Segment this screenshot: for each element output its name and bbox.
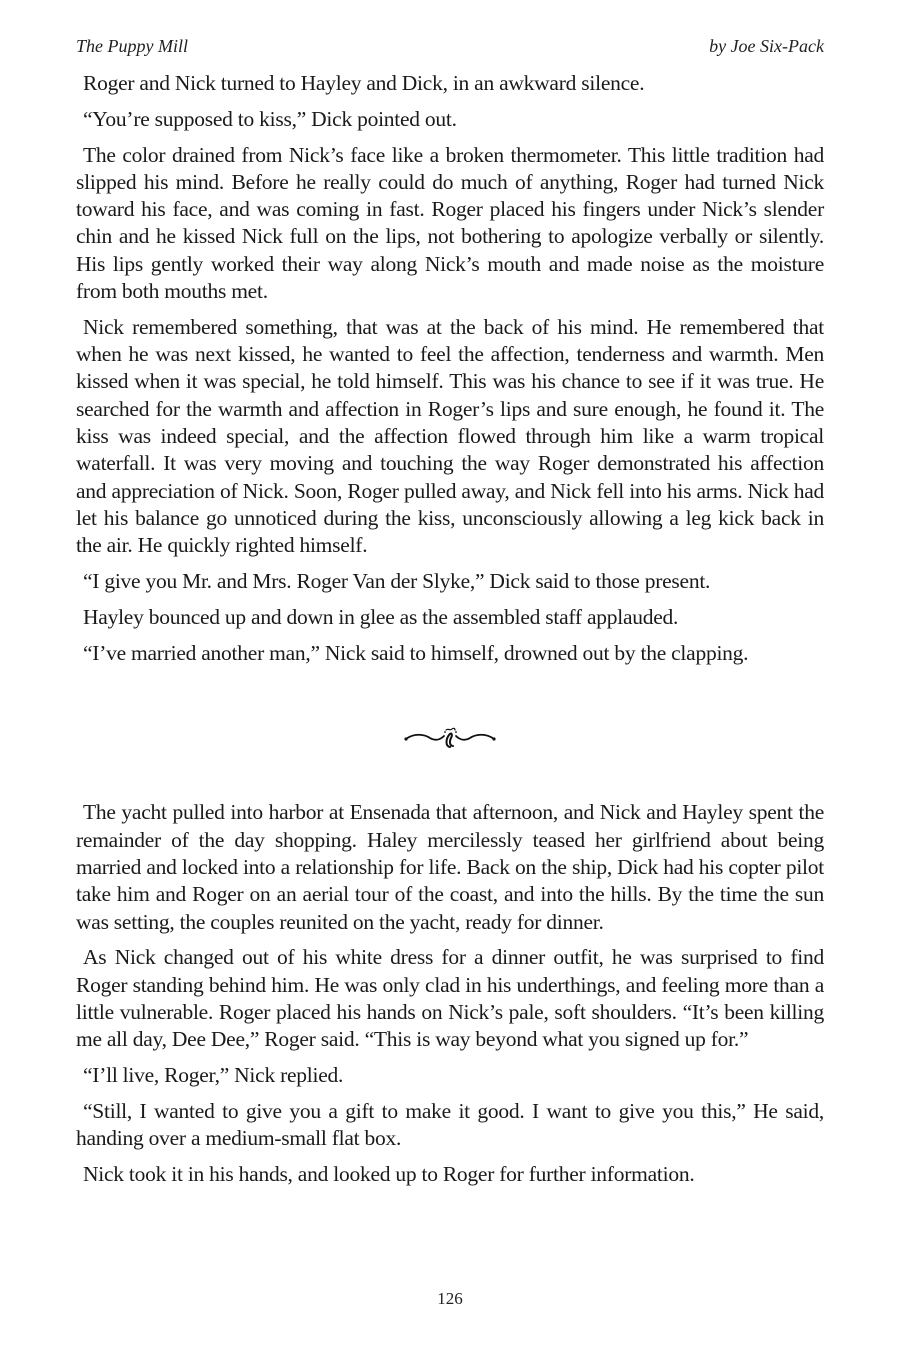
paragraph: “I give you Mr. and Mrs. Roger Van der Slyke,” Dick said to those present. xyxy=(83,569,711,594)
paragraph: “I’ve married another man,” Nick said to himself, drowned out by the clapping. xyxy=(83,640,749,665)
paragraph: Roger and Nick turned to Hayley and Dick, in an awkward silence. xyxy=(83,71,645,95)
paragraph: Nick took it in his hands, and looked up to Roger for further information. xyxy=(83,1162,695,1186)
section-break-flourish-icon xyxy=(402,722,498,752)
paragraph: The yacht pulled into harbor at Ensenada that afternoon, and Nick and Hayley spent the remainder of the day shopping. Haley mercilessly teased her girlfriend about being married and locked into a relationship for life. Back on the ship, Dick had his copter pilot take him and Roger on an aerial tour of the coast, and into the hills. By the time the sun was setting, the couples reunited on the yacht, ready for dinner. xyxy=(76,800,824,934)
section-break xyxy=(76,675,824,799)
paragraph: The color drained from Nick’s face like a broken thermometer. This little tradition had slipped his mind. Before he really could do much of anything, Roger had turned Nick toward his face, and was coming in fast. Roger placed his fingers under Nick’s slender chin and he kissed Nick full on the lips, not bothering to apologize verbally or silently. His lips gently worked their way along Nick’s mouth and made noise as the moisture from both mouths met. xyxy=(76,142,824,304)
running-header xyxy=(76,36,824,57)
body-text xyxy=(76,70,824,1197)
paragraph: “I’ll live, Roger,” Nick replied. xyxy=(83,1063,344,1088)
page-number: 126 xyxy=(437,1289,463,1308)
paragraph: As Nick changed out of his white dress for a dinner outfit, he was surprised to find Roger standing behind him. He was only clad in his underthings, and feeling more than a little vulnerable. Roger placed his hands on Nick’s pale, soft shoulders. “It’s been killing me all day, Dee Dee,” Roger said. “This is way beyond what you signed up for.” xyxy=(76,945,824,1052)
paragraph: Nick remembered something, that was at the back of his mind. He remembered that when he was next kissed, he wanted to feel the affection, tenderness and warmth. Men kissed when it was special, he told himself. This was his chance to see if it was true. He searched for the warmth and affection in Roger’s lips and sure enough, he found it. The kiss was indeed special, and the affection flowed through him like a warm tropical waterfall. It was very moving and touching the way Roger demonstrated his affection and appreciation of Nick. Soon, Roger pulled away, and Nick fell into his arms. Nick had let his balance go unnoticed during the kiss, unconsciously allowing a leg kick back in the air. He quickly righted himself. xyxy=(76,314,824,558)
author-byline: by Joe Six-Pack xyxy=(709,36,824,56)
paragraph: Hayley bounced up and down in glee as the assembled staff applauded. xyxy=(83,604,679,629)
paragraph: “Still, I wanted to give you a gift to make it good. I want to give you this,” He said, handing over a medium-small flat box. xyxy=(76,1098,824,1151)
paragraph: “You’re supposed to kiss,” Dick pointed out. xyxy=(83,106,457,131)
book-title: The Puppy Mill xyxy=(76,36,188,56)
